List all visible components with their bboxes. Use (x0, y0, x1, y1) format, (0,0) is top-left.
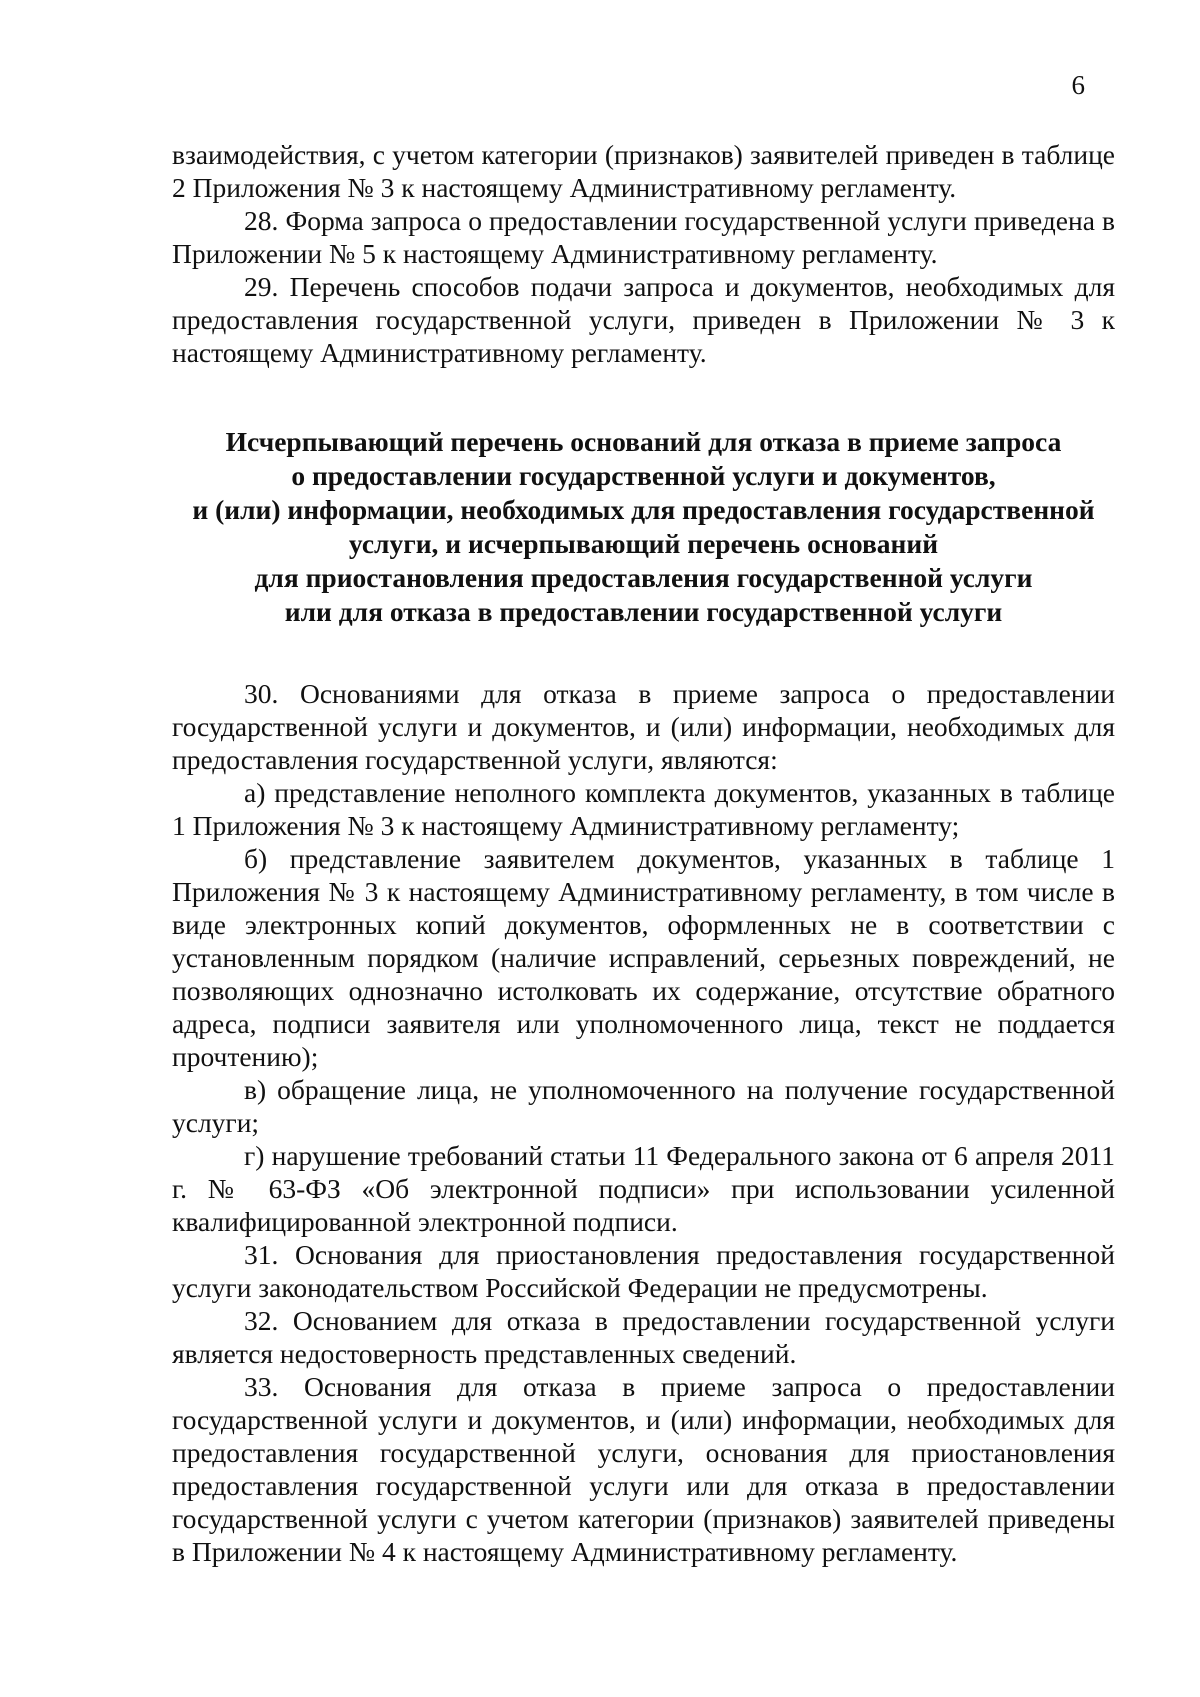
section-heading-line: Исчерпывающий перечень оснований для отказа в приеме запроса (225, 426, 1062, 457)
paragraph-30: 30. Основаниями для отказа в приеме запроса о предоставлении государственной услуги и документов, и (или) информации, необходимых для предоставления государственной услуги, являются: (172, 678, 1115, 775)
list-item-a: а) представление неполного комплекта документов, указанных в таблице 1 Приложения № 3 к настоящему Административному регламенту; (172, 777, 1115, 841)
section-heading-line: или для отказа в предоставлении государственной услуги (284, 596, 1003, 627)
list-item-v: в) обращение лица, не уполномоченного на получение государственной услуги; (172, 1074, 1115, 1138)
paragraph-continuation: взаимодействия, с учетом категории (признаков) заявителей приведен в таблице 2 Приложения № 3 к настоящему Административному регламенту. (172, 139, 1115, 203)
section-heading (172, 425, 1115, 629)
section-heading-line: услуги, и исчерпывающий перечень оснований (348, 528, 939, 559)
section-heading-line: и (или) информации, необходимых для предоставления государственной (192, 494, 1095, 525)
paragraph-33: 33. Основания для отказа в приеме запроса о предоставлении государственной услуги и документов, и (или) информации, необходимых для предоставления государственной услуги, основания для приостановления предоставления государственной услуги или для отказа в предоставлении государственной услуги с учетом категории (признаков) заявителей приведены в Приложении № 4 к настоящему Административному регламенту. (172, 1371, 1115, 1567)
page-number: 6 (1071, 70, 1085, 100)
paragraph-32: 32. Основанием для отказа в предоставлении государственной услуги является недостоверность представленных сведений. (172, 1305, 1115, 1369)
document-body (172, 138, 1115, 1568)
list-item-g: г) нарушение требований статьи 11 Федерального закона от 6 апреля 2011 г. № 63-ФЗ «Об электронной подписи» при использовании усиленной квалифицированной электронной подписи. (172, 1140, 1115, 1237)
section-heading-line: о предоставлении государственной услуги и документов, (291, 460, 996, 491)
list-item-b: б) представление заявителем документов, указанных в таблице 1 Приложения № 3 к настоящему Административному регламенту, в том числе в виде электронных копий документов, оформленных не в соответствии с установленным порядком (наличие исправлений, серьезных повреждений, не позволяющих однозначно истолковать их содержание, отсутствие обратного адреса, подписи заявителя или уполномоченного лица, текст не поддается прочтению); (172, 843, 1115, 1072)
paragraph-31: 31. Основания для приостановления предоставления государственной услуги законодательством Российской Федерации не предусмотрены. (172, 1239, 1115, 1303)
paragraph-28: 28. Форма запроса о предоставлении государственной услуги приведена в Приложении № 5 к настоящему Административному регламенту. (172, 205, 1115, 269)
section-heading-line: для приостановления предоставления государственной услуги (254, 562, 1033, 593)
paragraph-29: 29. Перечень способов подачи запроса и документов, необходимых для предоставления государственной услуги, приведен в Приложении № 3 к настоящему Административному регламенту. (172, 271, 1115, 368)
